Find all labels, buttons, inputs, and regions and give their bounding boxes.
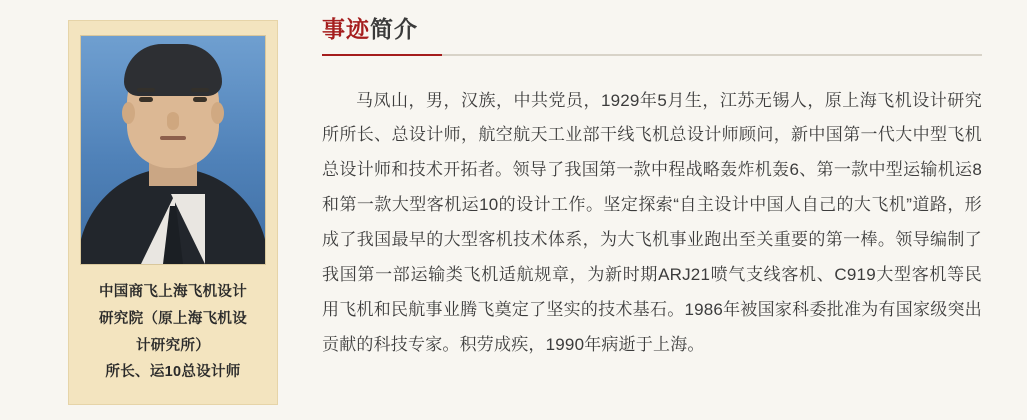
page-title — [322, 16, 418, 44]
content-column — [322, 16, 982, 362]
section-header — [322, 16, 982, 66]
profile-caption — [99, 279, 247, 386]
portrait-brow-left — [137, 88, 155, 92]
portrait-mouth — [160, 136, 186, 140]
portrait-brow-right — [191, 88, 209, 92]
portrait-eye-left — [139, 97, 153, 102]
title-divider — [322, 54, 982, 56]
page-title-rest: 简介 — [370, 16, 418, 42]
portrait-photo — [80, 35, 266, 265]
caption-line: 中国商飞上海飞机设计 — [99, 284, 247, 300]
biography-paragraph: 马凤山，男，汉族，中共党员，1929年5月生，江苏无锡人，原上海飞机设计研究所所长、总设计师，航空航天工业部干线飞机总设计师顾问，新中国第一代大中型飞机总设计师和技术开拓者。领导了我国第一款中程战略轰炸机轰6、第一款中型运输机运8和第一款大型客机运10的设计工作。坚定探索“自主设计中国人自己的大飞机”道路，形成了我国最早的大型客机技术体系，为大飞机事业跑出至关重要的第一棒。领导编制了我国第一部运输类飞机适航规章，为新时期ARJ21喷气支线客机、C919大型客机等民用飞机和民航事业腾飞奠定了坚实的技术基石。1986年被国家科委批准为有国家级突出贡献的科技专家。积劳成疾，1990年病逝于上海。 — [322, 90, 982, 354]
portrait-ear-right — [211, 102, 224, 124]
portrait-ear-left — [122, 102, 135, 124]
caption-line: 研究院（原上海飞机设 — [99, 310, 247, 327]
profile-card — [68, 20, 278, 405]
caption-line: 计研究所） — [136, 337, 210, 354]
portrait-eye-right — [193, 97, 207, 102]
portrait-nose — [167, 112, 179, 130]
caption-line: 所长、运10总设计师 — [105, 364, 241, 381]
page-title-highlight: 事迹 — [322, 16, 370, 42]
